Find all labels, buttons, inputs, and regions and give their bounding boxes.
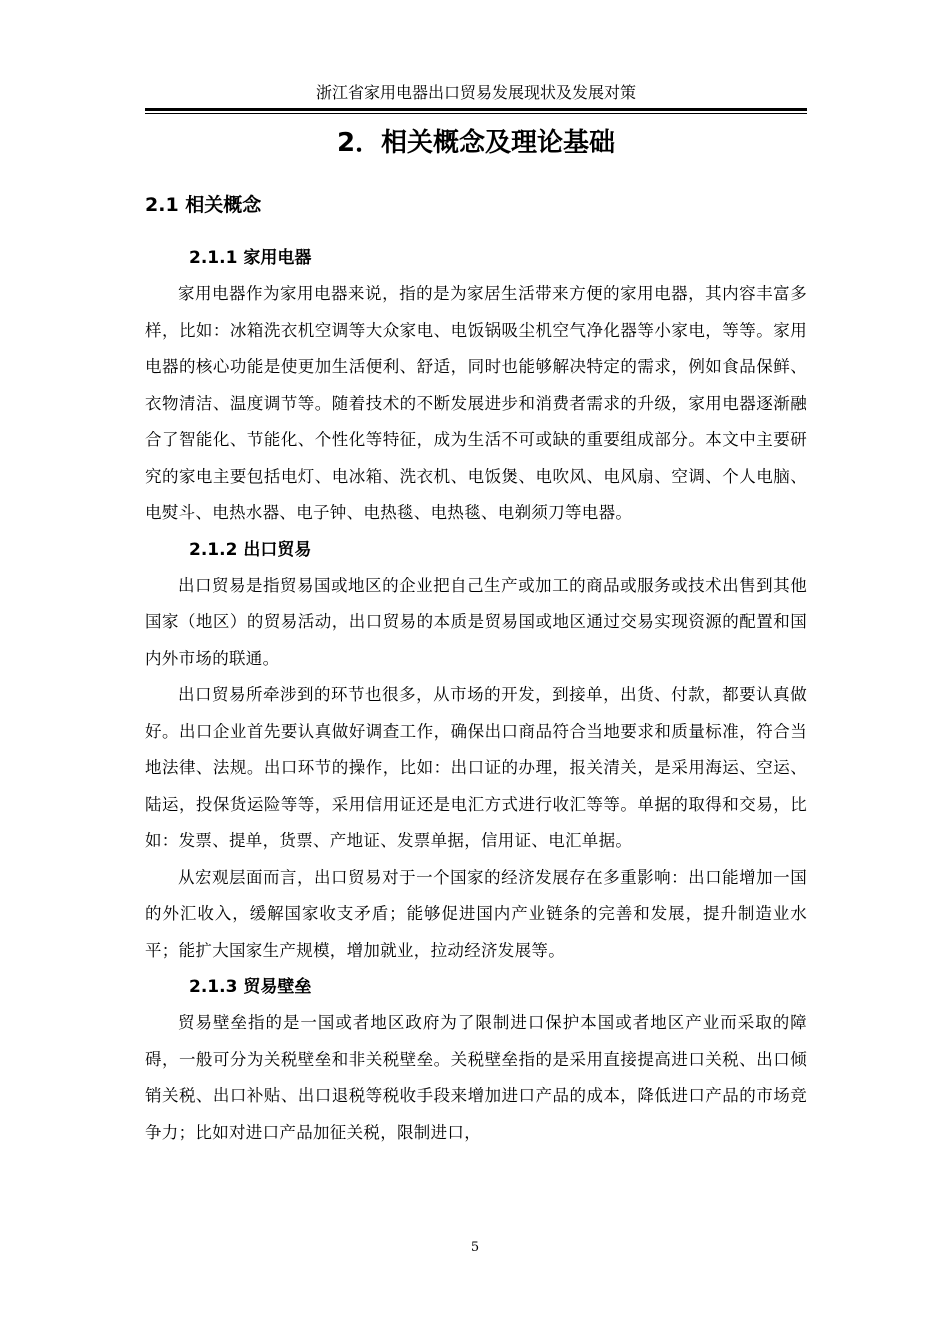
paragraph: 贸易壁垒指的是一国或者地区政府为了限制进口保护本国或者地区产业而采取的障碍，一般可分为关税壁垒和非关税壁垒。关税壁垒指的是采用直接提高进口关税、出口倾销关税、出口补贴、出口退税等税收手段来增加进口产品的成本，降低进口产品的市场竞争力；比如对进口产品加征关税，限制进口， <box>145 1013 807 1142</box>
paragraph: 家用电器作为家用电器来说，指的是为家居生活带来方便的家用电器，其内容丰富多样，比如：冰箱洗衣机空调等大众家电、电饭锅吸尘机空气净化器等小家电，等等。家用电器的核心功能是使更加生活便利、舒适，同时也能够解决特定的需求，例如食品保鲜、衣物清洁、温度调节等。随着技术的不断发展进步和消费者需求的升级，家用电器逐渐融合了智能化、节能化、个性化等特征，成为生活不可或缺的重要组成部分。本文中主要研究的家电主要包括电灯、电冰箱、洗衣机、电饭煲、电吹风、电风扇、空调、个人电脑、电熨斗、电热水器、电子钟、电热毯、电热毯、电剃须刀等电器。 <box>145 284 807 522</box>
subsection-title-trade-barriers: 2.1.3 贸易壁垒 <box>189 977 312 997</box>
paragraph: 出口贸易所牵涉到的环节也很多，从市场的开发，到接单，出货、付款，都要认真做好。出口企业首先要认真做好调查工作，确保出口商品符合当地要求和质量标准，符合当地法律、法规。出口环节的操作，比如：出口证的办理，报关清关，是采用海运、空运、陆运，投保货运险等等，采用信用证还是电汇方式进行收汇等等。单据的取得和交易，比如：发票、提单，货票、产地证、发票单据，信用证、电汇单据。 <box>145 685 807 850</box>
header-rule-thick <box>145 108 807 111</box>
running-header: 浙江省家用电器出口贸易发展现状及发展对策 <box>315 83 636 102</box>
page-body <box>145 120 807 1151</box>
header-rule-thin <box>145 113 807 114</box>
subsection-title-household-appliances: 2.1.1 家用电器 <box>189 248 312 268</box>
paragraph: 从宏观层面而言，出口贸易对于一个国家的经济发展存在多重影响：出口能增加一国的外汇收入，缓解国家收支矛盾；能够促进国内产业链条的完善和发展，提升制造业水平；能扩大国家生产规模，增加就业，拉动经济发展等。 <box>145 867 807 960</box>
subsection-title-export-trade: 2.1.2 出口贸易 <box>189 539 312 560</box>
paragraph: 出口贸易是指贸易国或地区的企业把自己生产或加工的商品或服务或技术出售到其他国家（地区）的贸易活动，出口贸易的本质是贸易国或地区通过交易实现资源的配置和国内外市场的联通。 <box>145 575 807 668</box>
chapter-title: 2．相关概念及理论基础 <box>336 128 616 158</box>
page-number: 5 <box>470 1240 480 1255</box>
section-title: 2.1 相关概念 <box>145 194 262 216</box>
